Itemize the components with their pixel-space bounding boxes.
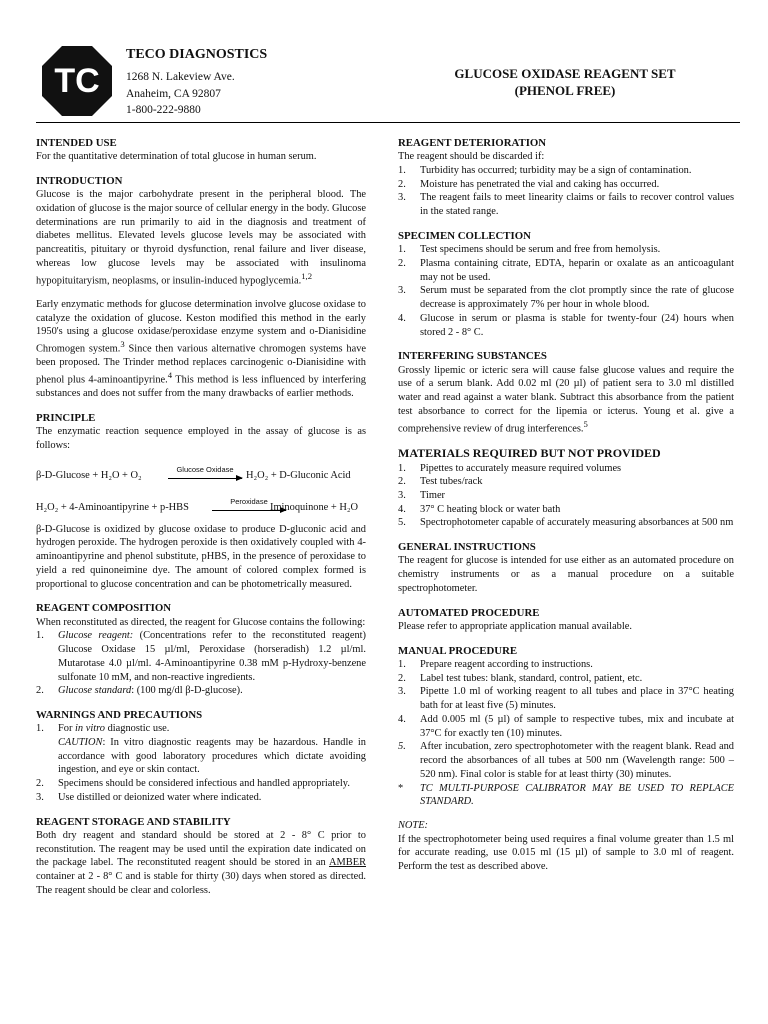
reference-superscript: 1,2 <box>301 270 313 281</box>
general-section <box>398 540 734 595</box>
introduction-paragraph-1 <box>36 188 366 288</box>
list-item: 1. Glucose reagent: (Concentrations refer to the reconstituted reagent) Glucose Oxidase 15 µl/ml, Peroxidase (horseradish) 1.2 µl/ml. Mutarotase 4.0 µl/ml. 4-Aminoantipyrine 0.38 mM p-Hydroxy-benzene sulfonate 10 mM, and non-reactive ingredients. <box>36 630 366 683</box>
phone-number: 1-800-222-9880 <box>126 103 201 116</box>
principle-text: β-D-Glucose is oxidized by glucose oxidase to produce D-gluconic acid and hydrogen peroxide. The hydrogen peroxide is then oxidatively coupled with 4-aminoantipyrine and phenol substitute, pHBS, in the presence of peroxidase to yield a red quinoneimine dye. The amount of colored complex formed is proportional to glucose concentration and can be photometrically measured. <box>36 523 366 590</box>
section-heading: REAGENT STORAGE AND STABILITY <box>36 815 231 828</box>
list-item: * TC MULTI-PURPOSE CALIBRATOR MAY BE USED TO REPLACE STANDARD. <box>398 782 734 808</box>
reagent-composition-section <box>36 601 366 698</box>
list-item: 3. The reagent fails to meet linearity claims or fails to recover control values in the stated range. <box>398 192 734 218</box>
title-line-1: GLUCOSE OXIDASE REAGENT SET <box>454 66 676 81</box>
section-heading: INTERFERING SUBSTANCES <box>398 350 547 363</box>
specimen-list <box>398 243 734 339</box>
paragraph-text: This method is less influenced by interfering substances and does not suffer from the many drawbacks of earlier methods. <box>36 374 366 400</box>
storage-text <box>36 829 366 898</box>
caution-text: : In vitro diagnostic reagents may be hazardous. Handle in accordance with good laboratory procedures which dictate avoiding ingestion, and eye or skin contact. <box>58 736 366 776</box>
general-text: The reagent for glucose is intended for use either as an automated procedure on chemistry instruments or as a manual procedure on a suitable spectrophotometer. <box>398 555 734 594</box>
principle-section <box>36 411 366 591</box>
warnings-section <box>36 708 366 805</box>
list-item: 2. Moisture has penetrated the vial and caking has occurred. <box>398 178 660 190</box>
intended-use-text: For the quantitative determination of total glucose in human serum. <box>36 151 317 163</box>
list-item: 2. Test tubes/rack <box>398 476 483 488</box>
item-text: For <box>58 723 76 735</box>
manual-section <box>398 644 734 809</box>
introduction-section <box>36 174 366 401</box>
materials-list <box>398 462 734 531</box>
paragraph-text: Since then various alternative chromogen systems have been proposed. The Trinder method replaces carcinogenic o-Dianisidine with phenol plus 4-aminoantipyrine. <box>36 343 367 386</box>
item-label: Glucose reagent: <box>58 630 134 642</box>
reaction-arrow <box>168 478 242 479</box>
logo-text: TC <box>54 62 100 100</box>
address-line-1: 1268 N. Lakeview Ave. <box>126 71 235 84</box>
header-divider <box>36 122 740 123</box>
list-item: 3. Pipette 1.0 ml of working reagent to all tubes and place in 37°C heating bath for at least five (5) minutes. <box>398 686 734 712</box>
list-item: 5. After incubation, zero spectrophotometer with the reagent blank. Read and record the absorbances of all tubes at 500 nm (Wavelength range: 500 – 520 nm). Final color is stable for at least thirty (30) minutes. <box>398 741 734 780</box>
list-item: 3. Timer <box>398 490 446 501</box>
section-heading: INTRODUCTION <box>36 174 123 187</box>
paragraph-text: Grossly lipemic or icteric sera will cause false glucose values and require the use of a serum blank. Add 0.02 ml (20 µl) of patient sera to 3.0 ml distilled water and read against a water blank. Subtract this absorbance from the patient test absorbance to correct for the lipemia or icterus. Young et al. give a comprehensive review of drug interferences. <box>398 364 734 434</box>
note-section <box>398 819 734 874</box>
address-line-2: Anaheim, CA 92807 <box>126 87 221 100</box>
list-item: 2. Label test tubes: blank, standard, control, patient, etc. <box>398 672 643 684</box>
manual-list <box>398 658 734 809</box>
section-heading: REAGENT DETERIORATION <box>398 137 547 149</box>
principle-intro: The enzymatic reaction sequence employed in the assay of glucose is as follows: <box>36 426 366 451</box>
reaction-1 <box>36 459 366 485</box>
list-item: 5. Spectrophotometer capable of accurately measuring absorbances at 500 nm <box>398 517 734 529</box>
paragraph-text: Early enzymatic methods for glucose determination involve glucose oxidase to catalyze the oxidation of glucose. Keston modified this method in the early 1950's using a glucose oxidase/peroxidase enzyme system and o-Dianisidine Chromogen system. <box>36 298 366 355</box>
paragraph-text: Both dry reagent and standard should be stored at 2 - 8° C prior to reconstitution. The reagent may be used until the expiration date indicated on the package label. The reconstituted reagent should be stored in an <box>36 829 366 869</box>
deterioration-list <box>398 164 734 219</box>
teco-logo <box>40 44 114 118</box>
introduction-paragraph-2 <box>36 298 366 401</box>
paragraph-text: Glucose is the major carbohydrate present in the peripheral blood. The oxidation of glucose is the major source of cellular energy in the body. Glucose determinations are run primarily to aid in the diagnosis and treatment of diabetes mellitus. Elevated levels glucose levels may be associated with pancreatitis, pituitary or thyroid dysfunction, renal failure and liver disease, whereas low glucose levels may be associated with insulinoma hypopituitaryism, neoplasms, or insulin-induced hypoglycemia. <box>36 189 366 287</box>
reaction-reactants: H₂O₂ + 4-Aminoantipyrine + p-HBS <box>36 501 189 513</box>
composition-list <box>36 629 366 698</box>
item-text: : (100 mg/dl β-D-glucose). <box>131 685 243 697</box>
document-title <box>420 66 710 100</box>
section-heading: SPECIMEN COLLECTION <box>398 229 531 242</box>
list-item: 4. 37° C heating block or water bath <box>398 503 561 515</box>
storage-section <box>36 815 366 898</box>
reaction-2 <box>36 491 366 517</box>
section-heading: PRINCIPLE <box>36 411 96 424</box>
interfering-section <box>398 349 734 435</box>
section-heading: INTENDED USE <box>36 137 117 149</box>
specimen-section <box>398 229 734 339</box>
reaction-reactants: β-D-Glucose + H₂O + O₂ <box>36 469 142 481</box>
enzyme-label: Peroxidase <box>230 496 268 506</box>
list-item: 3. Use distilled or deionized water where indicated. <box>36 791 262 803</box>
item-text: (Concentrations refer to the reconstituted reagent) Glucose Oxidase 15 µl/ml, Peroxidase (horseradish) 1.2 µl/ml. Mutarotase 4.0 µl/ml. 4-Aminoantipyrine 0.38 mM p-Hydroxy-benzene sulfonate 10 mM, and non-reactive ingredients. <box>58 630 366 683</box>
item-label: Glucose standard <box>58 685 132 697</box>
reaction-products: Iminoquinone + H₂O <box>270 501 358 513</box>
deterioration-intro: The reagent should be discarded if: <box>398 151 545 163</box>
automated-section <box>398 606 734 634</box>
composition-intro: When reconstituted as directed, the reagent for Glucose contains the following: <box>36 616 366 628</box>
list-item: 2. Plasma containing citrate, EDTA, heparin or oxalate as an anticoagulant may not be used. <box>398 257 734 283</box>
interfering-text <box>398 364 734 436</box>
section-heading: AUTOMATED PROCEDURE <box>398 606 540 619</box>
right-column <box>398 136 734 884</box>
reference-superscript: 3 <box>120 339 125 350</box>
automated-text: Please refer to appropriate application manual available. <box>398 620 632 632</box>
list-item: 2. Glucose standard: (100 mg/dl β-D-glucose). <box>36 685 243 697</box>
warnings-list <box>36 722 366 804</box>
caution-label: CAUTION <box>58 736 103 748</box>
note-label: NOTE: <box>398 819 429 831</box>
company-info <box>126 46 267 118</box>
title-line-2: (PHENOL FREE) <box>514 82 616 98</box>
item-text: diagnostic use. <box>104 723 170 735</box>
section-heading: GENERAL INSTRUCTIONS <box>398 541 536 554</box>
reference-superscript: 5 <box>583 418 588 429</box>
materials-section <box>398 446 734 531</box>
paragraph-text: container at 2 - 8° C and is stable for thirty (30) days when stored as directed. The reagent should be clear and colorless. <box>36 871 366 896</box>
list-item: 1. Test specimens should be serum and free from hemolysis. <box>398 244 661 256</box>
list-item: 1. Turbidity has occurred; turbidity may be a sign of contamination. <box>398 164 692 176</box>
list-item: 4. Glucose in serum or plasma is stable for twenty-four (24) hours when stored 2 - 8° C. <box>398 312 734 338</box>
item-text-italic: in vitro <box>75 723 105 735</box>
section-heading: MANUAL PROCEDURE <box>398 644 518 657</box>
enzyme-label: Glucose Oxidase <box>176 464 234 474</box>
left-column <box>36 136 366 908</box>
underlined-text: AMBER <box>329 857 366 869</box>
list-item: 1. For in vitro diagnostic use. CAUTION: In vitro diagnostic reagents may be hazardous. Handle in accordance with good laboratory procedures which dictate avoiding ingestion, and eye or skin contact. <box>36 723 366 776</box>
list-item: 3. Serum must be separated from the clot promptly since the rate of glucose decrease is approximately 7% per hour in whole blood. <box>398 285 734 311</box>
list-item: 1. Pipettes to accurately measure required volumes <box>398 462 622 474</box>
note-text: If the spectrophotometer being used requires a final volume greater than 1.5 ml for accurate reading, use 0.015 ml (15 µl) of sample to 3.0 ml of reagent. Perform the test as described above. <box>398 833 734 873</box>
list-item: 2. Specimens should be considered infectious and handled appropriately. <box>36 778 350 790</box>
list-item: 4. Add 0.005 ml (5 µl) of sample to respective tubes, mix and incubate at 37°C for exactly ten (10) minutes. <box>398 713 734 739</box>
list-item: 1. Prepare reagent according to instructions. <box>398 658 593 670</box>
reference-superscript: 4 <box>167 369 173 380</box>
section-heading: MATERIALS REQUIRED BUT NOT PROVIDED <box>398 445 661 460</box>
company-name: TECO DIAGNOSTICS <box>126 47 268 62</box>
deterioration-section <box>398 136 734 219</box>
section-heading: WARNINGS AND PRECAUTIONS <box>36 708 203 721</box>
section-heading: REAGENT COMPOSITION <box>36 602 172 615</box>
intended-use-section <box>36 136 366 164</box>
reaction-products: H₂O₂ + D-Gluconic Acid <box>246 469 351 481</box>
